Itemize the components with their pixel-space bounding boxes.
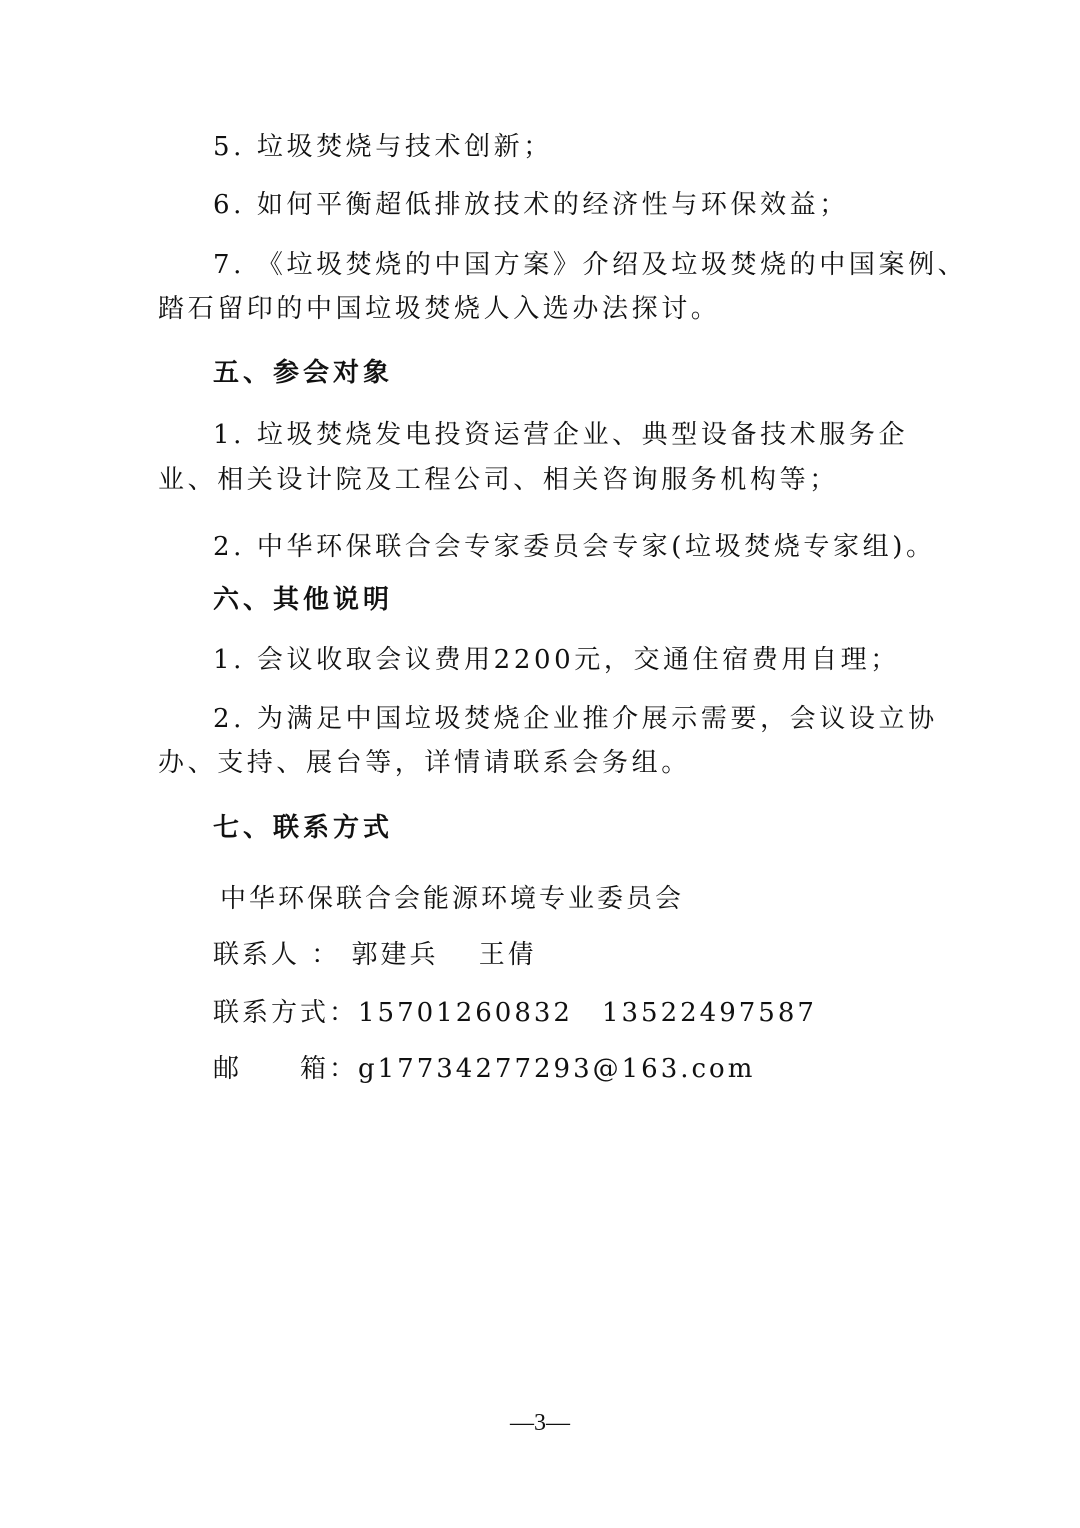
topic-item-6: 6. 如何平衡超低排放技术的经济性与环保效益； <box>213 190 849 220</box>
section-heading-contact: 七、联系方式 <box>213 813 394 843</box>
notes-item-2-line1: 2. 为满足中国垃圾焚烧企业推介展示需要，会议设立协 <box>213 704 938 734</box>
participants-item-2: 2. 中华环保联合会专家委员会专家(垃圾焚烧专家组)。 <box>213 532 936 562</box>
notes-item-1: 1. 会议收取会议费用2200元，交通住宿费用自理； <box>213 645 900 675</box>
page-number: —3— <box>510 1410 570 1436</box>
contact-phone: 联系方式：15701260832 13522497587 <box>213 998 817 1028</box>
participants-item-1-line1: 1. 垃圾焚烧发电投资运营企业、典型设备技术服务企 <box>213 420 909 450</box>
topic-item-7-line1: 7. 《垃圾焚烧的中国方案》介绍及垃圾焚烧的中国案例、 <box>213 250 968 280</box>
contact-organization: 中华环保联合会能源环境专业委员会 <box>220 884 685 914</box>
section-heading-participants: 五、参会对象 <box>213 358 394 388</box>
participants-item-1-line2: 业、相关设计院及工程公司、相关咨询服务机构等； <box>158 465 839 495</box>
contact-person: 联系人 ： 郭建兵 王倩 <box>213 940 537 970</box>
section-heading-other-notes: 六、其他说明 <box>213 585 394 615</box>
topic-item-5: 5. 垃圾焚烧与技术创新； <box>213 132 553 162</box>
topic-item-7-line2: 踏石留印的中国垃圾焚烧人入选办法探讨。 <box>158 294 721 324</box>
notes-item-2-line2: 办、支持、展台等，详情请联系会务组。 <box>158 748 691 778</box>
contact-email: 邮 箱：g17734277293@163.com <box>213 1054 756 1084</box>
